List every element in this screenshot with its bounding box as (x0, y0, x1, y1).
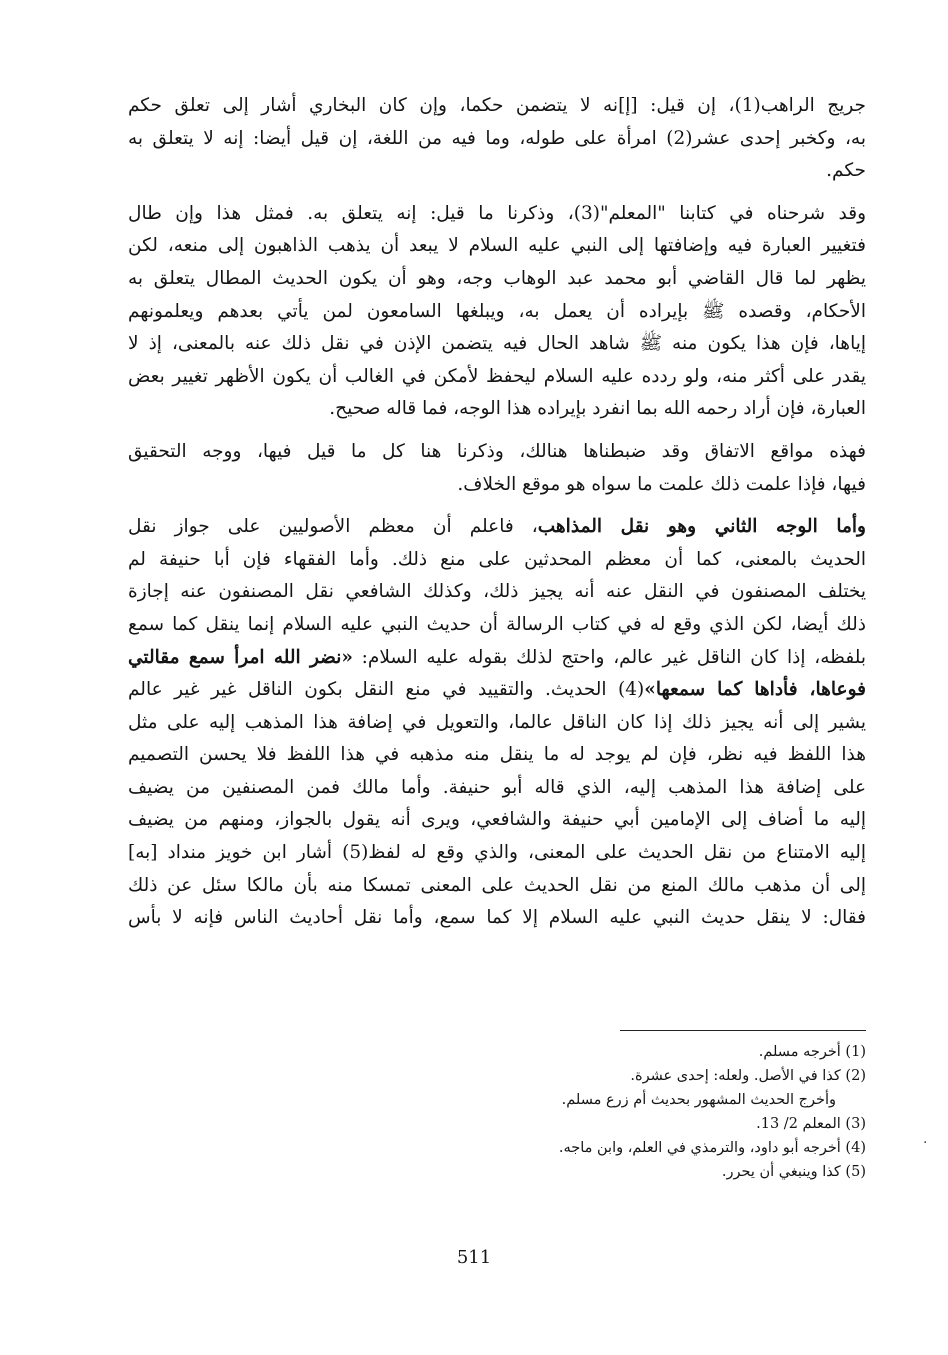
footnote: (5) كذا وينبغي أن يحرر. (721, 1164, 866, 1180)
hadith-quote: فوعاها، فأداها كما سمعها» (644, 679, 866, 701)
text-line: العبارة، فإن أراد رحمه الله بما انفرد بإيراده هذا الوجه، فما قاله صحيح. (329, 398, 866, 420)
text-line (128, 674, 866, 707)
text-line: يقدر على أكثر منه، ولو ردده عليه السلام ليحفظ لأمكن في الغالب أن يكون الأظهر تغيير بعض (128, 365, 866, 387)
text-line: هذا اللفظ فيه نظر، فإن لم يوجد له ما ينقل منه مذهبه في هذا اللفظ فلا يحسن التصميم (128, 744, 866, 766)
text-run: بلفظه، إذا كان الناقل غير عالم، واحتج لذلك بقوله عليه السلام: (352, 646, 866, 668)
text-run: (4) الحديث. والتقييد في منع النقل بكون الناقل غير غير عالم (128, 679, 645, 701)
text-line: يختلف المصنفون في النقل عنه أنه يجيز ذلك، وكذلك الشافعي نقل المصنفون عنه إجازة (128, 581, 866, 603)
text-line (128, 511, 866, 544)
text-line: فهذه مواقع الاتفاق وقد ضبطناها هنالك، وذكرنا هنا كل ما قيل فيها، ووجه التحقيق (128, 440, 866, 462)
footnote: (3) المعلم 2/ 13. (756, 1116, 866, 1132)
footnote: (1) أخرجه مسلم. (758, 1044, 866, 1060)
text-line: ذلك أيضا، لكن الذي وقع له في كتاب الرسالة أن حديث النبي عليه السلام إنما ينقل كما سمع (128, 613, 866, 635)
text-line (128, 642, 866, 675)
paragraph-1 (128, 90, 866, 188)
text-line: إلى أن مذهب مالك المنع من نقل الحديث على المعنى تمسكا منه بأن مالكا سئل عن ذلك (128, 874, 866, 896)
text-line: فتغيير العبارة فيه وإضافتها إلى النبي عليه السلام لا يبعد أن يذهب الذاهبون إلى منعه، لكن (128, 235, 866, 257)
text-line: وقد شرحناه في كتابنا "المعلم"(3)، وذكرنا ما قيل: إنه يتعلق به. فمثل هذا وإن طال (128, 202, 867, 224)
paragraph-4 (128, 511, 866, 935)
text-line: إليه الامتناع من نقل الحديث على المعنى، والذي وقع له لفظ(5) أشار ابن خويز منداد [به] (128, 842, 867, 864)
text-line: به، وكخبر إحدى عشر(2) امرأة على طوله، وما فيه من اللغة، إن قيل أيضا: إنه لا يتعلق به (128, 127, 866, 149)
hadith-quote: «نضر الله امرأ سمع مقالتي (128, 646, 353, 668)
footnote: (2) كذا في الأصل. ولعله: إحدى عشرة. (630, 1068, 866, 1084)
text-line: فيها، فإذا علمت ذلك علمت ما سواه هو موقع الخلاف. (457, 473, 866, 495)
text-run: ، فاعلم أن معظم الأصوليين على جواز نقل (128, 516, 538, 538)
text-line: جريج الراهب(1)، إن قيل: [إ]نه لا يتضمن حكما، وإن كان البخاري أشار إلى تعلق حكم (128, 95, 866, 116)
text-line: حكم. (826, 160, 866, 182)
footnote: (4) أخرجه أبو داود، والترمذي في العلم، وابن ماجه. (558, 1140, 866, 1156)
text-line: إياها، فإن هذا يكون منه ﷺ شاهد الحال فيه يتضمن الإذن في نقل ذلك عنه بالمعنى، إذ لا (128, 333, 866, 355)
main-text (128, 90, 866, 945)
paragraph-2 (128, 198, 866, 426)
margin-mark: · (923, 1135, 928, 1151)
text-line: على إضافة هذا المذهب إليه، الذي قاله أبو حنيفة. وأما مالك فمن المصنفين من يضيف (128, 776, 866, 798)
text-line: يظهر لما قال القاضي أبو محمد عبد الوهاب وجه، وهو أن يكون الحديث المطال يتعلق به (128, 267, 866, 289)
text-line: فقال: لا ينقل حديث النبي عليه السلام إلا كما سمع، وأما نقل أحاديث الناس فإنه لا بأس (128, 907, 866, 929)
footnote-separator (620, 1030, 866, 1031)
footnote-continuation: وأخرج الحديث المشهور بحديث أم زرع مسلم. (561, 1092, 836, 1108)
text-line: الحديث بالمعنى، كما أن معظم المحدثين على منع ذلك. وأما الفقهاء فإن أبا حنيفة لم (128, 548, 866, 570)
footnotes (166, 1040, 866, 1184)
text-line: يشير إلى أنه يجيز ذلك إذا كان الناقل عالما، والتعويل في إضافة هذا المذهب إليه على مثل (128, 711, 866, 733)
text-line: إليه ما أضاف إلى الإمامين أبي حنيفة والشافعي، ويرى أنه يقول بالجواز، ومنهم من يضيف (128, 809, 866, 831)
section-heading-inline: وأما الوجه الثاني وهو نقل المذاهب (537, 516, 866, 538)
paragraph-3 (128, 436, 866, 501)
page-number: 511 (456, 1247, 492, 1268)
text-line: الأحكام، وقصده ﷺ بإيراده أن يعمل به، ويبلغها السامعون لمن يأتي بعدهم ويعلمونهم (128, 300, 866, 322)
